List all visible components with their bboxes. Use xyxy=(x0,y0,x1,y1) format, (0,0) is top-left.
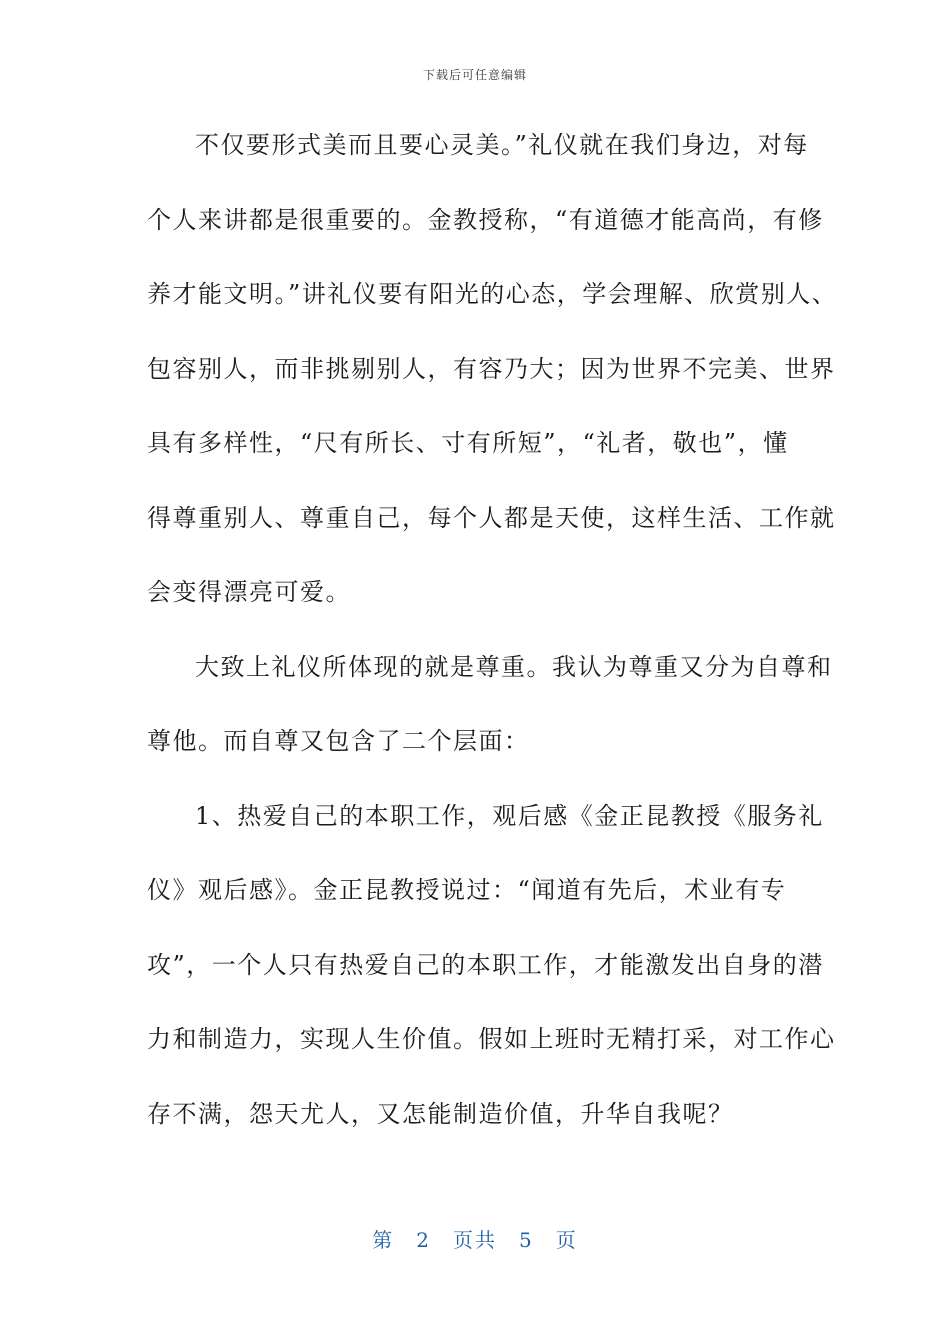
paragraph-line: 个人来讲都是很重要的。金教授称，“有道德才能高尚，有修 xyxy=(147,205,824,234)
paragraph-line: 具有多样性，“尺有所长、寸有所短”，“礼者，敬也”，懂 xyxy=(147,429,789,457)
paragraph-line: 1、热爱自己的本职工作，观后感《金正昆教授《服务礼 xyxy=(195,801,824,830)
footer-total-pages: 5 xyxy=(519,1228,534,1252)
paragraph-line: 得尊重别人、尊重自己，每个人都是天使，这样生活、工作就 xyxy=(147,503,836,532)
paragraph-line: 攻”，一个人只有热爱自己的本职工作，才能激发出自身的潜 xyxy=(147,950,824,979)
paragraph-line: 包容别人，而非挑剔别人，有容乃大；因为世界不完美、世界 xyxy=(147,354,836,383)
footer-middle: 页共 xyxy=(453,1228,497,1252)
footer-page-number: 2 xyxy=(416,1228,431,1252)
paragraph-line: 大致上礼仪所体现的就是尊重。我认为尊重又分为自尊和 xyxy=(195,652,833,681)
document-body xyxy=(147,118,838,1161)
footer-prefix: 第 xyxy=(372,1228,395,1252)
paragraph-line: 仪》观后感》。金正昆教授说过：“闻道有先后，术业有专 xyxy=(147,876,787,904)
page-footer xyxy=(0,1224,950,1253)
paragraph-line: 养才能文明。”讲礼仪要有阳光的心态，学会理解、欣赏别人、 xyxy=(147,280,838,308)
paragraph-line: 不仅要形式美而且要心灵美。”礼仪就在我们身边，对每 xyxy=(195,131,809,159)
paragraph-line: 尊他。而自尊又包含了二个层面： xyxy=(147,727,530,755)
header-note: 下载后可任意编辑 xyxy=(422,68,527,82)
paragraph-line: 会变得漂亮可爱。 xyxy=(147,578,351,606)
paragraph-line: 存不满，怨天尤人，又怎能制造价值，升华自我呢？ xyxy=(147,1099,734,1128)
paragraph-line: 力和制造力，实现人生价值。假如上班时无精打采，对工作心 xyxy=(147,1025,836,1053)
footer-suffix: 页 xyxy=(555,1228,578,1252)
